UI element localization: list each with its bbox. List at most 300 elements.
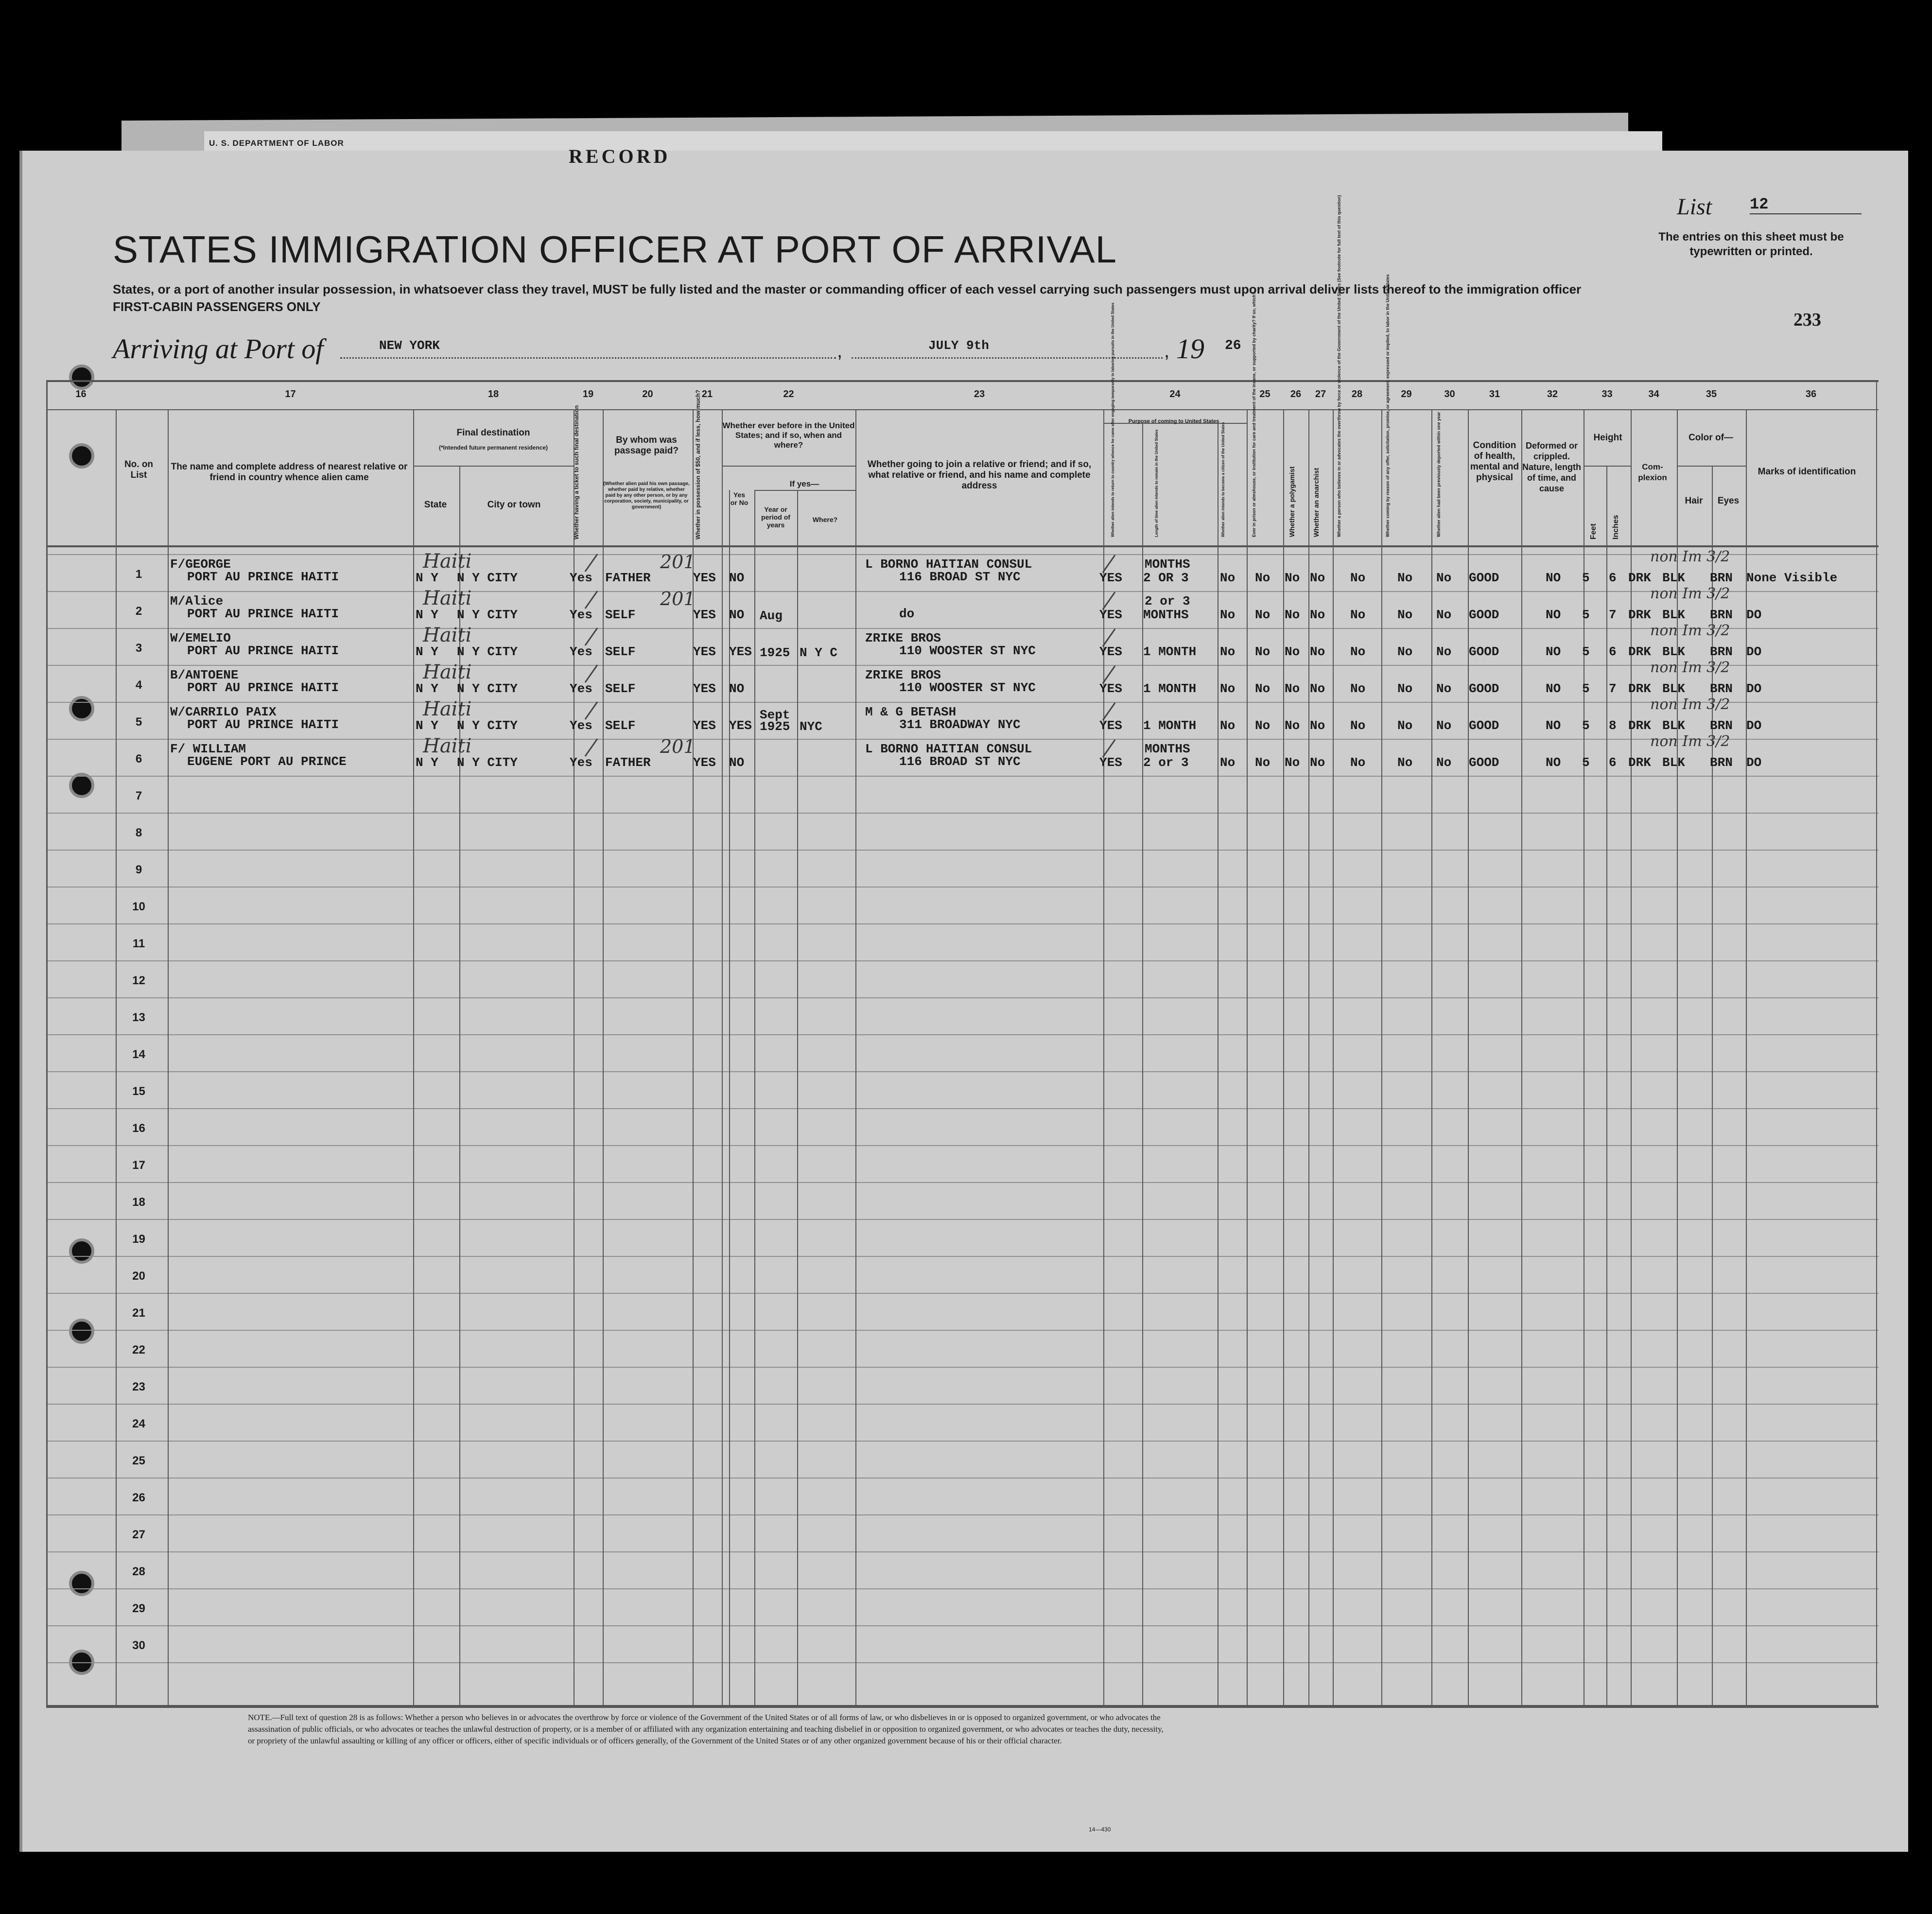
cell-yr2: Aug [760, 609, 783, 623]
row-rule [46, 591, 1879, 592]
header-if-yes: If yes— [789, 479, 819, 488]
header-q29 [1385, 425, 1390, 537]
cell-eyes: BRN [1710, 718, 1733, 733]
handwritten-country: Haiti [423, 550, 472, 573]
right-border-rule [1876, 380, 1877, 1705]
column-rule [1333, 409, 1334, 1705]
cell-p3: No [1220, 608, 1236, 622]
color-sub-rule [1677, 466, 1746, 467]
cell-p1: YES [1099, 755, 1122, 770]
row-number: 25 [132, 1454, 145, 1467]
handwritten-country: Haiti [423, 624, 472, 646]
row-rule [46, 1662, 1879, 1663]
cell-ticket: Yes [570, 571, 592, 585]
cell-hair: BLK [1662, 681, 1685, 696]
cell-city: N Y CITY [457, 571, 518, 585]
row-rule [46, 1551, 1879, 1552]
cell-join2: 110 WOOSTER ST NYC [899, 680, 1036, 695]
cell-c26: No [1285, 571, 1300, 585]
row-number: 1 [135, 568, 142, 581]
column-number: 29 [1401, 389, 1412, 400]
cell-p3: No [1220, 718, 1236, 733]
row-rule [46, 997, 1879, 998]
date-line [852, 357, 1163, 359]
header-polygamist: Whether a polygamist [1288, 466, 1296, 537]
cell-join2: 116 BROAD ST NYC [899, 570, 1021, 584]
header-health: Condition of health, mental and physical [1470, 440, 1519, 483]
cell-paid: SELF [605, 718, 636, 733]
cell-hair: BLK [1662, 644, 1685, 659]
cell-c25: No [1255, 681, 1271, 696]
binder-hole [69, 443, 94, 469]
row-rule [46, 923, 1879, 924]
cell-eyes: BRN [1710, 681, 1733, 696]
header-city: City or town [487, 500, 541, 510]
cell-marks: None Visible [1746, 571, 1838, 585]
cell-paid: FATHER [605, 571, 651, 585]
binder-hole [69, 1571, 94, 1596]
header-q30: Whether alien had been previously deported within one year [1436, 412, 1441, 537]
binder-hole [69, 365, 94, 390]
cell-p1: YES [1099, 718, 1122, 733]
cell-ever: NO [729, 681, 745, 696]
cell-ever: NO [729, 755, 745, 770]
header-paid-by: By whom was passage paid? [614, 435, 679, 456]
cell-p1: YES [1099, 644, 1122, 659]
column-rule [1103, 409, 1104, 1705]
cell-feet: 5 [1582, 571, 1590, 585]
cell-rel2: PORT AU PRINCE HAITI [187, 570, 339, 584]
row-number: 16 [132, 1122, 145, 1135]
header-ever-before: Whether ever before in the United States; and if so, when and where? [722, 421, 855, 450]
column-number: 18 [487, 389, 499, 400]
left-border-rule [46, 380, 48, 1705]
header-year-period: Year or period of years [761, 505, 790, 529]
row-rule [46, 702, 1879, 703]
header-yes-no: Yes or No [730, 491, 748, 506]
cell-deformed: NO [1546, 571, 1561, 585]
cell-p1: YES [1099, 681, 1122, 696]
row-number: 5 [135, 715, 142, 729]
column-rule [729, 490, 730, 1705]
row-number: 10 [132, 900, 145, 913]
cell-complexion: DRK [1628, 755, 1651, 770]
cell-p3: No [1220, 755, 1236, 770]
cell-eyes: BRN [1710, 755, 1733, 770]
cell-c28: No [1350, 644, 1366, 659]
header-nearest-relative: The name and complete address of nearest relative or friend in country whence alien came [171, 462, 408, 483]
row-rule [46, 1404, 1879, 1405]
header-deformed: Deformed or crippled. Nature, length of time, and cause [1522, 441, 1581, 493]
cell-marks: DO [1746, 608, 1762, 622]
list-label: List [1677, 194, 1712, 220]
column-number: 32 [1547, 389, 1558, 400]
cell-fifty: YES [693, 571, 716, 585]
row-rule [46, 813, 1879, 814]
cell-paid: SELF [605, 681, 636, 696]
table-bottom-rule [46, 1705, 1879, 1708]
cell-c25: No [1255, 644, 1271, 659]
header-height: Height [1593, 433, 1622, 443]
row-number: 23 [132, 1380, 145, 1393]
ever-sub-rule [722, 466, 855, 467]
header-eyes: Eyes [1717, 496, 1740, 506]
cell-health: GOOD [1469, 755, 1499, 770]
column-number: 30 [1444, 389, 1455, 400]
column-rule [855, 409, 856, 1705]
row-number: 18 [132, 1196, 145, 1209]
cell-deformed: NO [1546, 644, 1561, 659]
cell-state: N Y [416, 755, 438, 770]
cell-ever: YES [729, 718, 752, 733]
column-rule [413, 409, 414, 1705]
cell-complexion: DRK [1628, 718, 1651, 733]
row-number: 15 [132, 1085, 145, 1098]
binder-hole [69, 696, 94, 721]
row-rule [46, 1182, 1879, 1183]
cell-feet: 5 [1582, 755, 1590, 770]
cell-rel2: PORT AU PRINCE HAITI [187, 680, 339, 695]
page-title: STATES IMMIGRATION OFFICER AT PORT OF ARRIVAL [113, 228, 1117, 271]
cell-feet: 5 [1582, 644, 1590, 659]
cell-c30: No [1436, 608, 1452, 622]
cell-p2b: 2 or 3 [1143, 755, 1189, 770]
cell-join1: L BORNO HAITIAN CONSUL [865, 742, 1032, 756]
cell-join2: 116 BROAD ST NYC [899, 754, 1021, 769]
handwritten-non-immigrant: non Im 3/2 [1650, 659, 1730, 676]
row-number: 26 [132, 1491, 145, 1504]
cell-city: N Y CITY [457, 644, 518, 659]
handwritten-amount: 201 [660, 551, 696, 573]
cell-health: GOOD [1469, 718, 1499, 733]
header-fifty-dollars: Whether in possession of $50, and if less, how much? [695, 389, 701, 539]
cell-fifty: YES [693, 608, 716, 622]
row-rule [46, 554, 1879, 555]
department-label: U. S. DEPARTMENT OF LABOR [209, 139, 344, 148]
column-number: 24 [1169, 389, 1181, 400]
year-prefix: 19 [1176, 333, 1204, 365]
row-number: 6 [135, 752, 142, 766]
row-number: 28 [132, 1565, 145, 1578]
cell-rel2: PORT AU PRINCE HAITI [187, 644, 339, 658]
header-anarchist: Whether an anarchist [1312, 468, 1320, 537]
row-rule [46, 628, 1879, 629]
row-rule [46, 1145, 1879, 1146]
cell-state: N Y [416, 571, 438, 585]
cell-p3: No [1220, 644, 1236, 659]
cell-c27: No [1310, 644, 1325, 659]
cell-complexion: DRK [1628, 571, 1651, 585]
cell-join1: ZRIKE BROS [865, 631, 941, 645]
cell-c29: No [1397, 755, 1413, 770]
row-number: 29 [132, 1602, 145, 1615]
cell-p2b: 2 OR 3 [1143, 571, 1189, 585]
cell-marks: DO [1746, 718, 1762, 733]
column-number: 21 [701, 389, 713, 400]
cell-ever: NO [729, 571, 745, 585]
cell-fifty: YES [693, 644, 716, 659]
column-number: 23 [974, 389, 985, 400]
row-number: 20 [132, 1270, 145, 1283]
cell-c28: No [1350, 571, 1366, 585]
cell-c27: No [1310, 755, 1325, 770]
cell-c27: No [1310, 571, 1325, 585]
row-rule [46, 1367, 1879, 1368]
column-rule [1381, 409, 1382, 1705]
header-prison [1252, 425, 1256, 537]
date-value: JULY 9th [928, 338, 989, 353]
cell-ticket: Yes [570, 755, 592, 770]
cell-rel2: PORT AU PRINCE HAITI [187, 607, 339, 621]
cell-c30: No [1436, 755, 1452, 770]
cell-c26: No [1285, 681, 1300, 696]
header-purpose-return [1111, 425, 1115, 537]
arriving-label: Arriving at Port of [113, 333, 324, 365]
handwritten-amount: 201 [660, 588, 696, 609]
cell-c27: No [1310, 718, 1325, 733]
column-number-rule [46, 409, 1879, 410]
header-color-of: Color of— [1688, 433, 1733, 443]
row-rule [46, 1256, 1879, 1257]
row-number: 11 [132, 937, 145, 950]
column-rule [1631, 409, 1632, 1705]
column-number: 25 [1259, 389, 1271, 400]
handwritten-non-immigrant: non Im 3/2 [1650, 696, 1730, 713]
row-number: 21 [132, 1306, 145, 1320]
column-rule [1606, 466, 1607, 1705]
row-number: 2 [135, 605, 142, 618]
header-purpose-length: Length of time alien intends to remain in the United States [1154, 429, 1159, 537]
header-q28 [1337, 425, 1341, 537]
cell-ticket: Yes [570, 718, 592, 733]
header-complexion: Com- plexion [1638, 462, 1667, 482]
footnote-q28: NOTE.—Full text of question 28 is as follows: Whether a person who believes in or advocates the overthrow by force or violence of the Government of the United States or of all forms of law, or who disbelieves in or is opposed to organized government, or who advocates the assassination of public officials, or who advocates or teaches the unlawful destruction of property, or is a member of or affiliated with any organization entertaining and teaching disbelief in or opposition to organized government, or who advocates or teaches the duty, necessity, or propriety of the unlawful assaulting or killing of any officer or officers, either of specific individuals or of officers generally, of the Government of the United States or of any other organized government because of his or their official character. [248, 1713, 1164, 1745]
dest-sub-rule [413, 466, 574, 467]
row-rule [46, 1478, 1879, 1479]
cell-feet: 5 [1582, 681, 1590, 696]
cell-rel1: W/EMELIO [170, 631, 231, 645]
cell-where: N Y C [800, 645, 838, 660]
header-paid-by-note: (Whether alien paid his own passage, whether paid by relative, whether paid by any other person, or by any corporation, society, municipality, or government) [603, 481, 690, 510]
cell-eyes: BRN [1710, 608, 1733, 622]
cell-c26: No [1285, 718, 1300, 733]
cell-c26: No [1285, 644, 1300, 659]
cell-complexion: DRK [1628, 681, 1651, 696]
cell-feet: 5 [1582, 718, 1590, 733]
column-rule [1468, 409, 1469, 1705]
header-joining: Whether going to join a relative or friend; and if so, what relative or friend, and his name and complete address [867, 459, 1092, 491]
column-rule [1431, 409, 1432, 1705]
cell-c27: No [1310, 681, 1325, 696]
cell-fifty: YES [693, 718, 716, 733]
column-rule [1746, 409, 1747, 1705]
cell-city: N Y CITY [457, 608, 518, 622]
cell-c29: No [1397, 718, 1413, 733]
handwritten-non-immigrant: non Im 3/2 [1650, 622, 1730, 639]
cell-yr1: Sept [760, 708, 790, 722]
cell-p2a: MONTHS [1145, 742, 1190, 756]
cell-complexion: DRK [1628, 644, 1651, 659]
cell-hair: BLK [1662, 571, 1685, 585]
row-rule [46, 960, 1879, 961]
header-no-on-list: No. on List [124, 459, 154, 480]
cell-c26: No [1285, 755, 1300, 770]
column-number: 35 [1706, 389, 1717, 400]
header-ticket: Whether having a ticket to such final destination [573, 405, 580, 539]
cell-deformed: NO [1546, 608, 1561, 622]
column-rule [1247, 409, 1248, 1705]
cell-c28: No [1350, 608, 1366, 622]
column-rule [603, 409, 604, 1705]
handwritten-non-immigrant: non Im 3/2 [1650, 548, 1730, 565]
cell-inches: 8 [1609, 718, 1617, 733]
header-final-destination-note: (*Intended future permanent residence) [438, 444, 548, 451]
table-top-rule [46, 380, 1879, 382]
row-number: 30 [132, 1639, 145, 1652]
cell-inches: 6 [1609, 755, 1617, 770]
cell-p2b: 1 MONTH [1143, 644, 1197, 659]
column-number: 20 [642, 389, 653, 400]
cell-c27: No [1310, 608, 1325, 622]
cell-c25: No [1255, 718, 1271, 733]
cell-join1: M & G BETASH [865, 705, 957, 719]
cell-rel1: F/ WILLIAM [170, 742, 246, 756]
cell-c29: No [1397, 644, 1413, 659]
row-rule [46, 850, 1879, 851]
binder-hole [69, 1238, 94, 1264]
row-rule [46, 1588, 1879, 1589]
header-where: Where? [812, 516, 838, 523]
column-number: 19 [582, 389, 594, 400]
record-fragment: RECORD [569, 145, 671, 167]
row-rule [46, 776, 1879, 777]
cell-where: NYC [800, 719, 822, 734]
cell-hair: BLK [1662, 755, 1685, 770]
row-rule [46, 1625, 1879, 1626]
row-rule [46, 1293, 1879, 1294]
cell-join1: ZRIKE BROS [865, 668, 941, 682]
row-number: 7 [135, 789, 142, 802]
cell-feet: 5 [1582, 608, 1590, 622]
cell-deformed: NO [1546, 718, 1561, 733]
handwritten-non-immigrant: non Im 3/2 [1650, 585, 1730, 602]
header-marks: Marks of identification [1758, 467, 1856, 477]
column-rule [1308, 409, 1309, 1705]
column-rule [797, 490, 798, 1705]
cell-rel1: W/CARRILO PAIX [170, 705, 277, 719]
cell-c30: No [1436, 681, 1452, 696]
row-rule [46, 1441, 1879, 1442]
cell-paid: FATHER [605, 755, 651, 770]
cell-c29: No [1397, 608, 1413, 622]
row-rule [46, 1108, 1879, 1109]
column-number: 22 [783, 389, 794, 400]
column-number: 33 [1601, 389, 1613, 400]
sheet-number: 233 [1793, 310, 1821, 330]
cell-inches: 6 [1609, 644, 1617, 659]
cell-eyes: BRN [1710, 571, 1733, 585]
column-number: 28 [1351, 389, 1363, 400]
column-number: 16 [75, 389, 87, 400]
cell-inches: 6 [1609, 571, 1617, 585]
form-number: 14—430 [1089, 1826, 1111, 1833]
handwritten-non-immigrant: non Im 3/2 [1650, 733, 1730, 750]
cell-yr2: 1925 [760, 645, 790, 660]
row-rule [46, 665, 1879, 666]
column-number: 31 [1489, 389, 1500, 400]
cell-p1: YES [1099, 608, 1122, 622]
cell-c29: No [1397, 571, 1413, 585]
cell-paid: SELF [605, 608, 636, 622]
cell-inches: 7 [1609, 681, 1617, 696]
cell-state: N Y [416, 681, 438, 696]
cell-paid: SELF [605, 644, 636, 659]
handwritten-country: Haiti [423, 735, 472, 757]
cell-eyes: BRN [1710, 644, 1733, 659]
row-number: 17 [132, 1159, 145, 1172]
instructions-text: States, or a port of another insular possession, in whatsoever class they travel, MUST be fully listed and the master or commanding officer of each vessel carrying such passengers must upon arrival deliver lists thereof to the immigration officer [113, 282, 1582, 296]
cell-city: N Y CITY [457, 755, 518, 770]
column-rule [168, 409, 169, 1705]
header-inches: Inches [1612, 515, 1620, 539]
header-bottom-rule [46, 545, 1879, 547]
cell-p2b: 1 MONTH [1143, 718, 1197, 733]
cell-c30: No [1436, 571, 1452, 585]
cell-marks: DO [1746, 681, 1762, 696]
manifest-sheet [19, 151, 1908, 1852]
header-purpose: Purpose of coming to United States [1128, 418, 1219, 424]
row-number: 19 [132, 1233, 145, 1246]
list-number: 12 [1750, 195, 1862, 214]
cell-marks: DO [1746, 644, 1762, 659]
row-rule [46, 1330, 1879, 1331]
cell-join1: L BORNO HAITIAN CONSUL [865, 557, 1032, 572]
header-final-destination: Final destination [456, 428, 530, 438]
cell-rel1: M/Alice [170, 594, 224, 609]
passenger-class: FIRST-CABIN PASSENGERS ONLY [113, 299, 321, 314]
row-number: 13 [132, 1011, 145, 1024]
header-state: State [424, 500, 447, 510]
cell-c28: No [1350, 681, 1366, 696]
cell-ticket: Yes [570, 608, 592, 622]
row-number: 3 [135, 642, 142, 655]
row-number: 14 [132, 1048, 145, 1061]
cell-p3: No [1220, 571, 1236, 585]
cell-complexion: DRK [1628, 608, 1651, 622]
binder-hole [69, 1319, 94, 1344]
cell-fifty: YES [693, 755, 716, 770]
row-number: 4 [135, 679, 142, 692]
row-rule [46, 1071, 1879, 1072]
handwritten-country: Haiti [423, 587, 472, 609]
column-rule [1283, 409, 1284, 1705]
cell-city: N Y CITY [457, 681, 518, 696]
row-number: 24 [132, 1417, 145, 1430]
header-purpose-citizen: Whether alien intends to become a citizen of the United States [1221, 422, 1225, 537]
column-number: 27 [1315, 389, 1326, 400]
cell-c25: No [1255, 571, 1271, 585]
cell-c28: No [1350, 755, 1366, 770]
column-rule [1521, 409, 1522, 1705]
cell-p3: No [1220, 681, 1236, 696]
ifyes-sub-rule [754, 490, 855, 491]
cell-rel1: F/GEORGE [170, 557, 231, 572]
cell-fifty: YES [693, 681, 716, 696]
cell-health: GOOD [1469, 644, 1499, 659]
handwritten-amount: 201 [660, 736, 696, 757]
cell-join2: 311 BROADWAY NYC [899, 717, 1021, 732]
cell-hair: BLK [1662, 608, 1685, 622]
